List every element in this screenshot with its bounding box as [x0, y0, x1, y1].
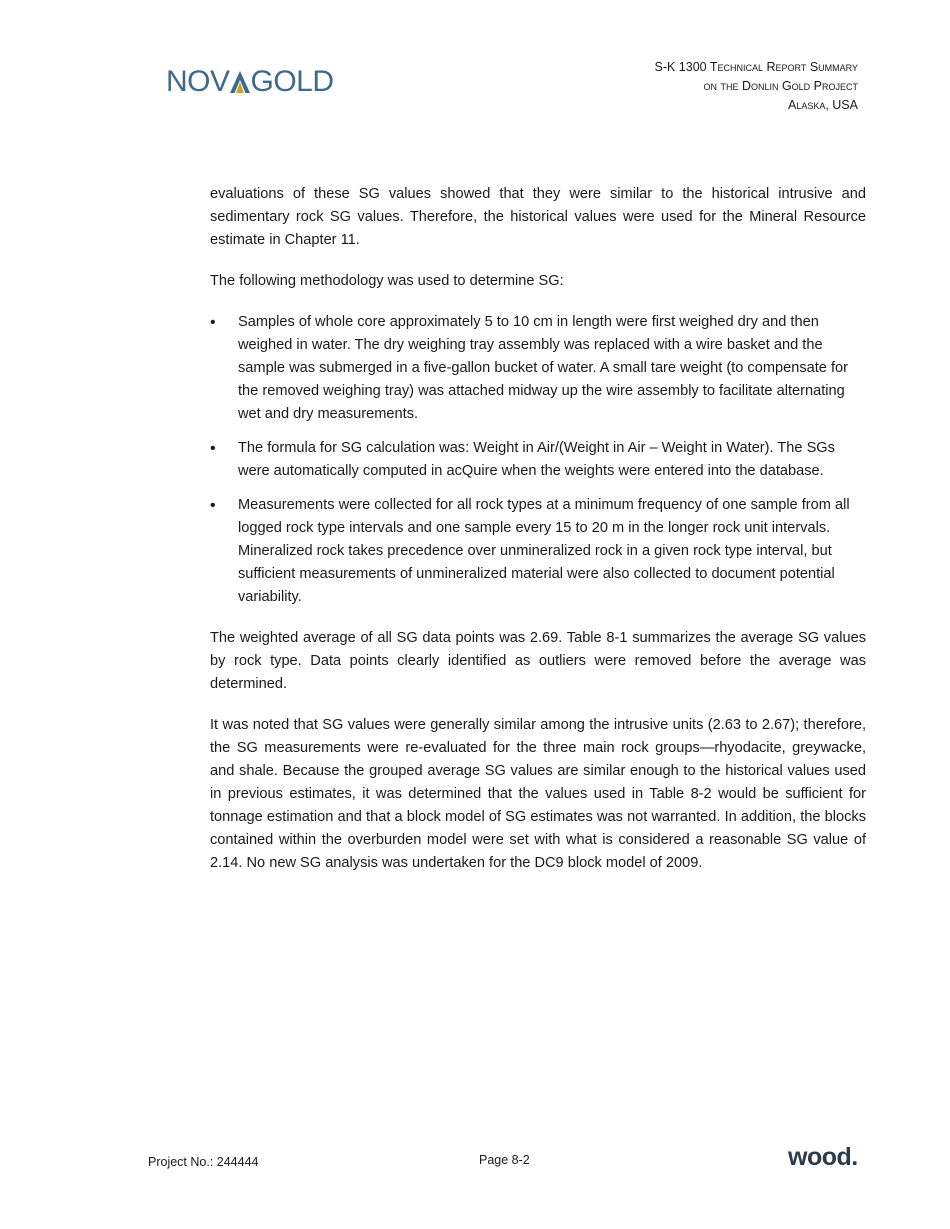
list-item: • Samples of whole core approximately 5 to 10 cm in length were first weighed dry and then weighed in water. The dry weighing tray assembly was replaced with a wire basket and the sample was submerged in a five-gallon bucket of water. A small tare weight (to compensate for the removed weighing tray) was attached midway up the wire assembly to facilitate alternating wet and dry measurements. [210, 311, 866, 426]
logo-text-left: NOV [166, 65, 230, 98]
logo-text-right: GOLD [250, 65, 334, 98]
footer-page-number: Page 8-2 [479, 1153, 530, 1167]
header-title-line3: Alaska, USA [787, 98, 858, 112]
list-item: • The formula for SG calculation was: Weight in Air/(Weight in Air – Weight in Water). The SGs were automatically computed in acQuire when the weights were entered into the database. [210, 437, 866, 483]
report-header [655, 58, 859, 115]
paragraph-3: The weighted average of all SG data points was 2.69. Table 8-1 summarizes the average SG values by rock type. Data points clearly identified as outliers were removed before the average was determined. [210, 630, 866, 692]
logo-a-icon [229, 70, 251, 94]
paragraph-2: The following methodology was used to determine SG: [210, 273, 564, 289]
header-title-line2: on the Donlin Gold Project [703, 79, 858, 93]
novagold-logo [166, 64, 346, 100]
methodology-list [210, 311, 866, 609]
footer-project-number: Project No.: 244444 [148, 1155, 259, 1169]
wood-logo: wood. [788, 1143, 858, 1171]
paragraph-1: evaluations of these SG values showed that they were similar to the historical intrusive and sedimentary rock SG values. Therefore, the historical values were used for the Mineral Resource estimate in Chapter 11. [210, 186, 866, 248]
list-item: • Measurements were collected for all rock types at a minimum frequency of one sample from all logged rock type intervals and one sample every 15 to 20 m in the longer rock unit intervals. Mineralized rock takes precedence over unmineralized rock in a given rock type interval, but sufficient measurements of unmineralized material were also collected to document potential variability. [210, 494, 866, 609]
paragraph-4: It was noted that SG values were generally similar among the intrusive units (2.63 to 2.67); therefore, the SG measurements were re-evaluated for the three main rock groups—rhyodacite, greywacke, and shale. Because the grouped average SG values are similar enough to the historical values used in previous estimates, it was determined that the values used in Table 8-2 would be sufficient for tonnage estimation and that a block model of SG estimates was not warranted. In addition, the blocks contained within the overburden model were set with what is considered a reasonable SG value of 2.14. No new SG analysis was undertaken for the DC9 block model of 2009. [210, 717, 866, 871]
document-body [210, 183, 866, 893]
header-title-line1: S-K 1300 Technical Report Summary [654, 60, 858, 74]
